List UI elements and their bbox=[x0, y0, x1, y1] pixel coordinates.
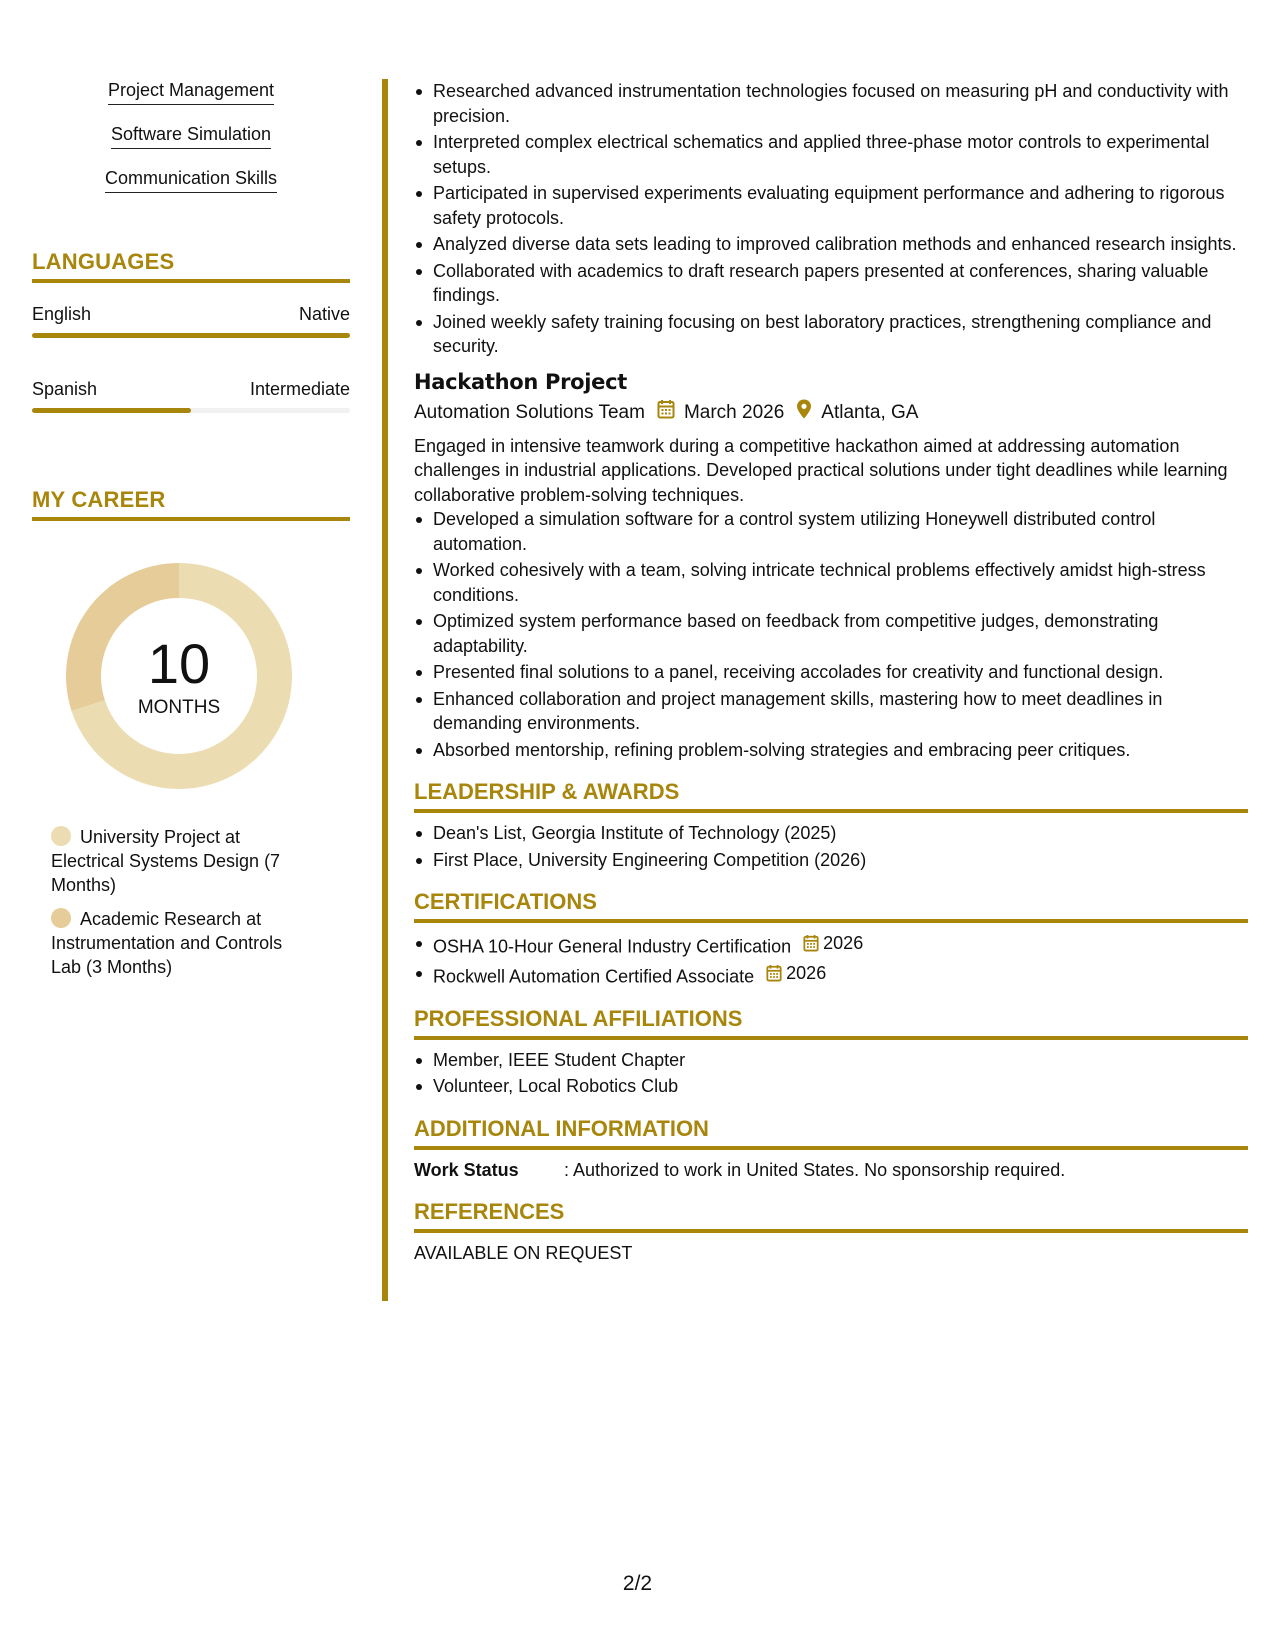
legend-item bbox=[51, 907, 311, 979]
list-item: Joined weekly safety training focusing on best laboratory practices, strengthening compliance and security. bbox=[414, 310, 1248, 359]
research-bullets bbox=[414, 79, 1248, 359]
language-level: Intermediate bbox=[249, 379, 350, 399]
list-item: Dean's List, Georgia Institute of Technology (2025) bbox=[414, 821, 1248, 846]
project-title: Hackathon Project bbox=[414, 369, 628, 394]
leadership-list bbox=[414, 821, 1248, 872]
project-meta bbox=[414, 399, 1248, 427]
additional-info-heading: ADDITIONAL INFORMATION bbox=[414, 1115, 1248, 1150]
legend-label: Academic Research at Instrumentation and Controls Lab (3 Months) bbox=[51, 909, 283, 977]
skill-item: Software Simulation bbox=[111, 122, 271, 149]
legend-label: University Project at Electrical Systems Design (7 Months) bbox=[51, 827, 281, 895]
page-number: 2/2 bbox=[622, 1572, 653, 1595]
sidebar bbox=[32, 78, 350, 989]
certifications-heading: CERTIFICATIONS bbox=[414, 888, 1248, 923]
language-level: Native bbox=[298, 304, 350, 324]
skills-list bbox=[32, 78, 350, 210]
languages-heading: LANGUAGES bbox=[32, 249, 350, 283]
list-item: Volunteer, Local Robotics Club bbox=[414, 1074, 1248, 1099]
project-description: Engaged in intensive teamwork during a competitive hackathon aimed at addressing automation challenges in industrial applications. Developed practical solutions under tight deadlines while learning collaborative problem-solving techniques. bbox=[414, 435, 1228, 505]
list-item: Developed a simulation software for a control system utilizing Honeywell distributed control automation. bbox=[414, 507, 1248, 556]
skill-item: Communication Skills bbox=[105, 166, 277, 193]
list-item: Member, IEEE Student Chapter bbox=[414, 1048, 1248, 1073]
skill-item: Project Management bbox=[108, 78, 274, 105]
project-location: Atlanta, GA bbox=[821, 401, 919, 423]
language-row bbox=[32, 378, 350, 400]
language-bar bbox=[32, 333, 350, 338]
references-heading: REFERENCES bbox=[414, 1198, 1248, 1233]
list-item: Interpreted complex electrical schematics and applied three-phase motor controls to experimental setups. bbox=[414, 130, 1248, 179]
project-bullets bbox=[414, 507, 1248, 762]
leadership-heading: LEADERSHIP & AWARDS bbox=[414, 778, 1248, 813]
list-item: Analyzed diverse data sets leading to improved calibration methods and enhanced research insights. bbox=[414, 232, 1248, 257]
list-item: Presented final solutions to a panel, receiving accolades for creativity and functional design. bbox=[414, 660, 1248, 685]
list-item: Worked cohesively with a team, solving intricate technical problems effectively amidst high-stress conditions. bbox=[414, 558, 1248, 607]
career-total-number: 10 bbox=[147, 632, 211, 695]
work-status-row bbox=[414, 1158, 1248, 1183]
certification-name: OSHA 10-Hour General Industry Certification bbox=[433, 936, 792, 957]
career-total-unit: MONTHS bbox=[137, 697, 221, 718]
column-divider bbox=[382, 79, 388, 1301]
language-bar-fill bbox=[32, 333, 350, 338]
language-name: English bbox=[32, 304, 92, 324]
location-pin-icon bbox=[796, 399, 812, 427]
language-bar-fill bbox=[32, 408, 191, 413]
career-donut-chart bbox=[66, 563, 292, 789]
list-item: Collaborated with academics to draft research papers presented at conferences, sharing valuable findings. bbox=[414, 259, 1248, 308]
list-item: First Place, University Engineering Competition (2026) bbox=[414, 848, 1248, 873]
project-date: March 2026 bbox=[683, 401, 785, 423]
list-item: Absorbed mentorship, refining problem-solving strategies and embracing peer critiques. bbox=[414, 738, 1248, 763]
certification-year: 2026 bbox=[823, 933, 864, 953]
list-item bbox=[414, 931, 1248, 959]
references-text: AVAILABLE ON REQUEST bbox=[414, 1243, 633, 1263]
certification-year: 2026 bbox=[786, 962, 827, 983]
legend-dot bbox=[51, 908, 71, 928]
affiliations-heading: PROFESSIONAL AFFILIATIONS bbox=[414, 1005, 1248, 1040]
legend-dot bbox=[51, 826, 71, 846]
list-item: Optimized system performance based on feedback from competitive judges, demonstrating adaptability. bbox=[414, 609, 1248, 658]
language-name: Spanish bbox=[32, 379, 98, 399]
calendar-icon bbox=[766, 964, 782, 982]
list-item bbox=[414, 961, 1248, 989]
certifications-list bbox=[414, 931, 1248, 989]
legend-item bbox=[51, 825, 311, 897]
certification-name: Rockwell Automation Certified Associate bbox=[433, 966, 755, 986]
certification-date bbox=[766, 961, 826, 986]
language-bar bbox=[32, 408, 350, 413]
work-status-value: : Authorized to work in United States. No sponsorship required. bbox=[564, 1159, 1066, 1180]
certification-date bbox=[803, 931, 863, 956]
affiliations-list bbox=[414, 1048, 1248, 1099]
list-item: Enhanced collaboration and project management skills, mastering how to meet deadlines in demanding environments. bbox=[414, 687, 1248, 736]
work-status-label: Work Status bbox=[414, 1159, 519, 1180]
list-item: Researched advanced instrumentation technologies focused on measuring pH and conductivity with precision. bbox=[414, 79, 1248, 128]
career-legend bbox=[51, 825, 311, 979]
calendar-icon bbox=[657, 399, 675, 427]
list-item: Participated in supervised experiments evaluating equipment performance and adhering to rigorous safety protocols. bbox=[414, 181, 1248, 230]
project-organization: Automation Solutions Team bbox=[414, 401, 645, 423]
main-content bbox=[414, 79, 1248, 1266]
calendar-icon bbox=[803, 934, 819, 952]
career-heading: MY CAREER bbox=[32, 487, 350, 521]
language-row bbox=[32, 303, 350, 325]
